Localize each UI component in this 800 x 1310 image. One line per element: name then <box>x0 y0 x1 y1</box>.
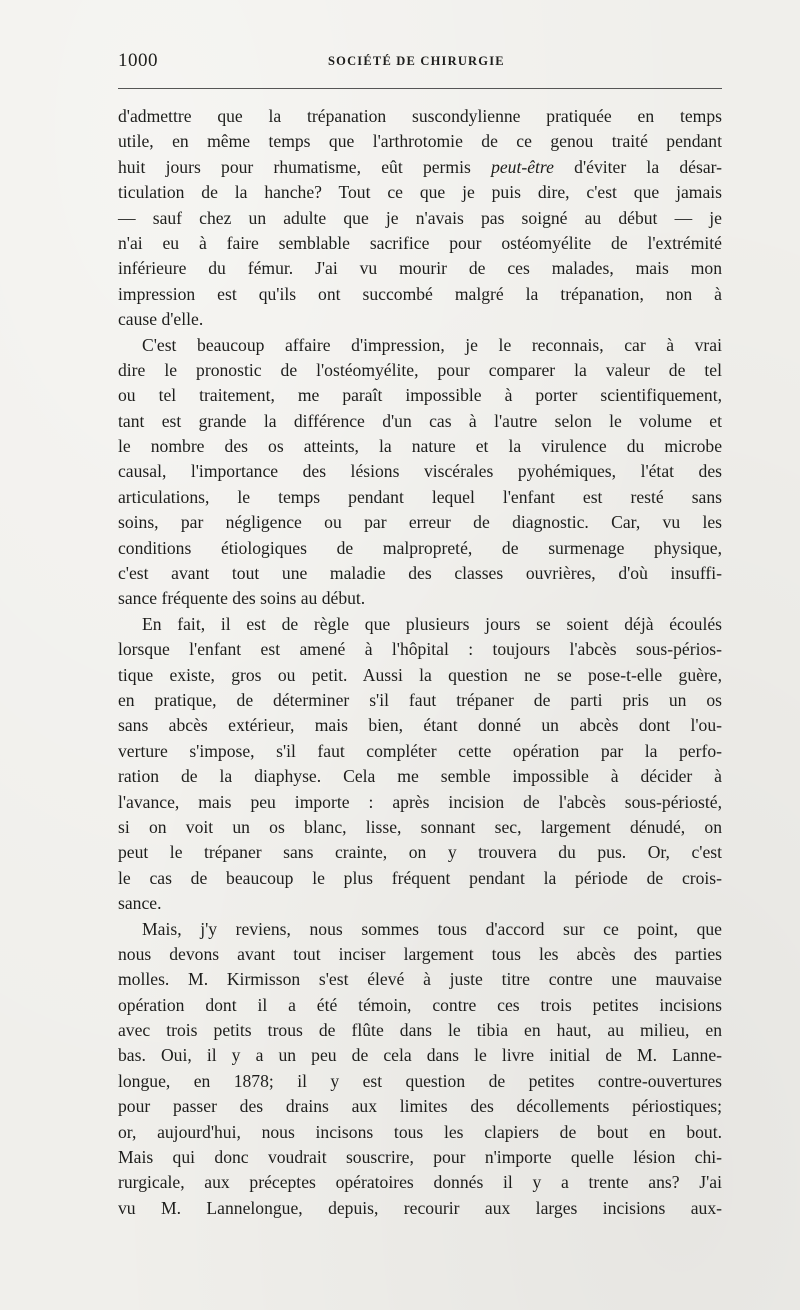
page-number: 1000 <box>118 50 158 71</box>
text-line: cause d'elle. <box>118 309 204 330</box>
text-line: utile, en même temps que l'arthrotomie de ce genou traité pendant <box>118 131 722 152</box>
text-line: Mais qui donc voudrait souscrire, pour n'importe quelle lésion chi- <box>118 1147 722 1168</box>
text-line: tant est grande la différence d'un cas à l'autre selon le volume et <box>118 410 722 431</box>
body-text <box>118 104 722 1221</box>
text-line: l'avance, mais peu importe : après incision de l'abcès sous-périosté, <box>118 791 722 812</box>
text-line: rurgicale, aux préceptes opératoires donnés il y a trente ans? J'ai <box>118 1172 722 1193</box>
text-line: inférieure du fémur. J'ai vu mourir de ces malades, mais mon <box>118 258 722 279</box>
text-line: articulations, le temps pendant lequel l'enfant est resté sans <box>118 486 722 507</box>
text-line: dire le pronostic de l'ostéomyélite, pour comparer la valeur de tel <box>118 359 722 380</box>
text-line: longue, en 1878; il y est question de petites contre-ouvertures <box>118 1070 722 1091</box>
italic-text: peut-être <box>491 156 554 177</box>
text-line: ou tel traitement, me paraît impossible à porter scientifiquement, <box>118 385 722 406</box>
text-line: c'est avant tout une maladie des classes ouvrières, d'où insuffi- <box>118 563 722 584</box>
text-line: sans abcès extérieur, mais bien, étant donné un abcès dont l'ou- <box>118 715 722 736</box>
text-line: le cas de beaucoup le plus fréquent pendant la période de crois- <box>118 867 722 888</box>
text-line: impression est qu'ils ont succombé malgré la trépanation, non à <box>118 283 722 304</box>
text-line: ticulation de la hanche? Tout ce que je puis dire, c'est que jamais <box>118 182 722 203</box>
text-line: bas. Oui, il y a un peu de cela dans le livre initial de M. Lanne- <box>118 1045 722 1066</box>
text-line: avec trois petits trous de flûte dans le tibia en haut, au milieu, en <box>118 1020 722 1041</box>
text-line: soins, par négligence ou par erreur de diagnostic. Car, vu les <box>118 512 722 533</box>
text-line: opération dont il a été témoin, contre ces trois petites incisions <box>118 994 722 1015</box>
text-line <box>118 155 722 180</box>
text-line: en pratique, de déterminer s'il faut trépaner de parti pris un os <box>118 689 722 710</box>
text-segment: huit jours pour rhumatisme, eût permis <box>118 156 492 177</box>
text-line: verture s'impose, s'il faut compléter cette opération par la perfo- <box>118 740 722 761</box>
text-line: nous devons avant tout inciser largement tous les abcès des parties <box>118 943 722 964</box>
text-line: sance. <box>118 893 162 914</box>
text-line: Mais, j'y reviens, nous sommes tous d'accord sur ce point, que <box>142 918 722 939</box>
text-line: peut le trépaner sans crainte, on y trouvera du pus. Or, c'est <box>118 842 722 863</box>
text-line: d'admettre que la trépanation suscondylienne pratiquée en temps <box>118 106 722 126</box>
text-line: sance fréquente des soins au début. <box>118 588 366 609</box>
text-line: n'ai eu à faire semblable sacrifice pour ostéomyélite de l'extrémité <box>118 232 722 253</box>
header-rule <box>118 88 722 89</box>
text-line: En fait, il est de règle que plusieurs jours se soient déjà écoulés <box>142 613 722 634</box>
text-segment: d'éviter la désar- <box>553 156 722 177</box>
text-line: si on voit un os blanc, lisse, sonnant sec, largement dénudé, on <box>118 816 722 837</box>
text-line: le nombre des os atteints, la nature et la virulence du microbe <box>118 436 722 457</box>
text-line: — sauf chez un adulte que je n'avais pas soigné au début — je <box>118 207 722 228</box>
page-header <box>118 50 722 72</box>
text-line: C'est beaucoup affaire d'impression, je le reconnais, car à vrai <box>142 334 722 355</box>
running-title: SOCIÉTÉ DE CHIRURGIE <box>328 54 505 68</box>
text-line: pour passer des drains aux limites des décollements périostiques; <box>118 1096 722 1117</box>
text-line: lorsque l'enfant est amené à l'hôpital : toujours l'abcès sous-périos- <box>118 639 722 660</box>
text-line: or, aujourd'hui, nous incisons tous les clapiers de bout en bout. <box>118 1121 722 1142</box>
text-line: causal, l'importance des lésions viscérales pyohémiques, l'état des <box>118 461 722 482</box>
text-line: ration de la diaphyse. Cela me semble impossible à décider à <box>118 766 722 787</box>
text-line: vu M. Lannelongue, depuis, recourir aux larges incisions aux- <box>118 1197 722 1218</box>
text-line: tique existe, gros ou petit. Aussi la question ne se pose-t-elle guère, <box>118 664 722 685</box>
text-line: molles. M. Kirmisson s'est élevé à juste titre contre une mauvaise <box>118 969 722 990</box>
text-line: conditions étiologiques de malpropreté, de surmenage physique, <box>118 537 722 558</box>
